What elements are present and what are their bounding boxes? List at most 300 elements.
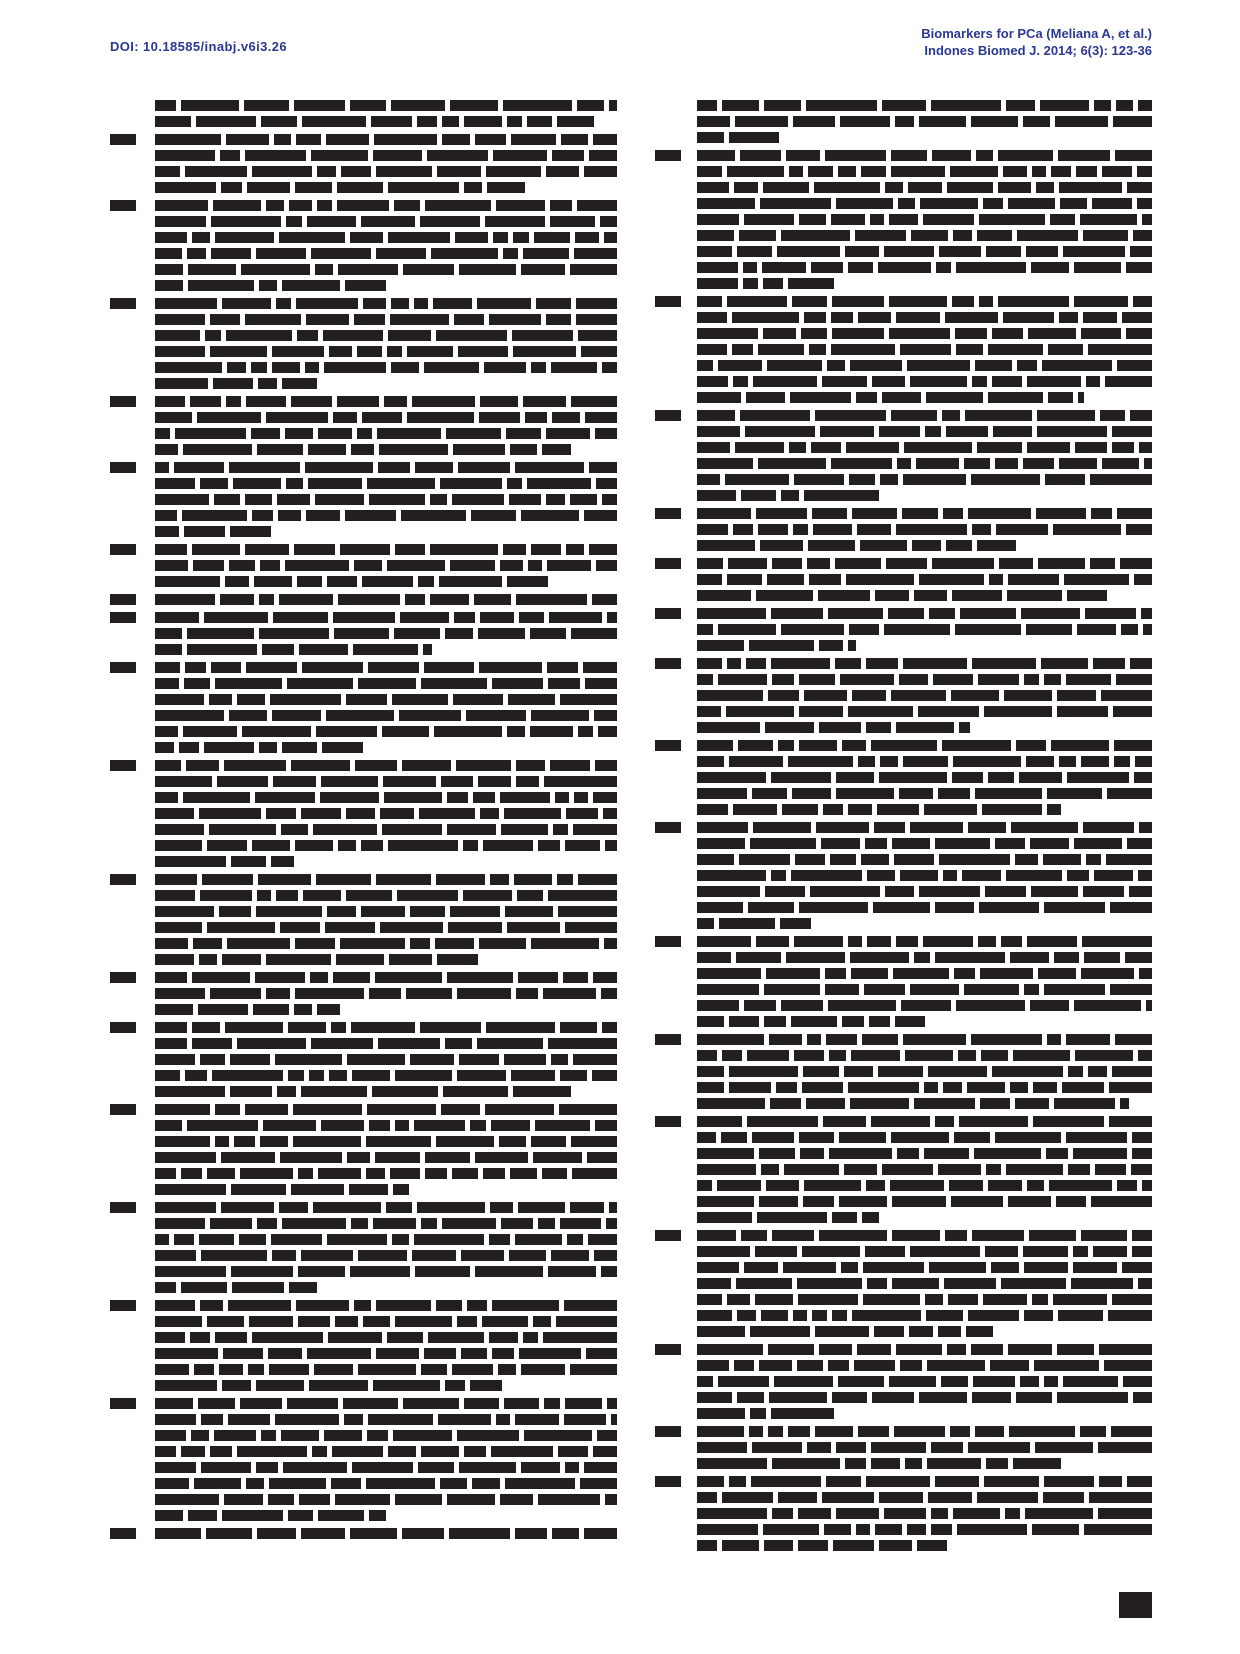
redacted-word — [992, 1066, 1063, 1077]
reference-number-block — [655, 1476, 681, 1487]
redacted-word — [1134, 574, 1152, 585]
redacted-word — [1088, 344, 1152, 355]
redacted-word — [602, 362, 617, 373]
reference-number-block — [110, 1528, 136, 1539]
redacted-text-line — [155, 1250, 617, 1261]
redacted-word — [697, 100, 717, 111]
reference-item — [655, 100, 1152, 148]
redacted-word — [485, 216, 545, 227]
redacted-text-line — [155, 462, 617, 473]
redacted-word — [1043, 854, 1081, 865]
redacted-word — [824, 1524, 851, 1535]
redacted-word — [327, 576, 357, 587]
redacted-word — [1068, 1066, 1083, 1077]
redacted-word — [155, 1202, 216, 1213]
redacted-word — [315, 264, 333, 275]
reference-number-block — [655, 1426, 681, 1437]
reference-number-block — [655, 508, 681, 519]
reference-text — [155, 1202, 617, 1298]
redacted-word — [464, 1446, 486, 1457]
redacted-word — [875, 590, 909, 601]
redacted-word — [456, 760, 511, 771]
redacted-word — [718, 360, 762, 371]
redacted-word — [595, 1120, 617, 1131]
redacted-word — [237, 1446, 307, 1457]
redacted-word — [598, 726, 617, 737]
redacted-word — [340, 938, 405, 949]
redacted-word — [446, 428, 501, 439]
redacted-word — [326, 134, 369, 145]
redacted-word — [566, 808, 598, 819]
redacted-word — [452, 1364, 493, 1375]
redacted-text-line — [155, 248, 617, 259]
redacted-word — [855, 230, 906, 241]
redacted-word — [1127, 1476, 1152, 1487]
redacted-word — [846, 574, 914, 585]
redacted-word — [155, 378, 208, 389]
redacted-word — [607, 612, 617, 623]
redacted-word — [892, 1278, 939, 1289]
redacted-word — [337, 182, 383, 193]
redacted-word — [981, 1050, 1008, 1061]
redacted-text-line — [697, 1278, 1152, 1289]
redacted-word — [211, 662, 241, 673]
redacted-word — [395, 544, 425, 555]
redacted-word — [514, 874, 552, 885]
redacted-word — [600, 216, 617, 227]
redacted-word — [312, 1446, 327, 1457]
redacted-word — [839, 1196, 887, 1207]
redacted-text-line — [155, 1282, 317, 1293]
redacted-word — [946, 426, 988, 437]
redacted-word — [155, 1218, 205, 1229]
redacted-word — [804, 312, 826, 323]
redacted-word — [1015, 854, 1038, 865]
redacted-word — [280, 922, 320, 933]
redacted-word — [755, 1294, 793, 1305]
redacted-word — [947, 182, 993, 193]
redacted-word — [857, 1344, 891, 1355]
redacted-text-line — [155, 988, 617, 999]
redacted-word — [1024, 674, 1039, 685]
reference-item — [655, 296, 1152, 408]
redacted-word — [891, 150, 927, 161]
redacted-word — [504, 1054, 546, 1065]
redacted-word — [512, 330, 573, 341]
redacted-word — [373, 1380, 440, 1391]
redacted-word — [546, 314, 571, 325]
redacted-word — [199, 954, 217, 965]
redacted-word — [1041, 658, 1088, 669]
redacted-word — [555, 792, 569, 803]
redacted-word — [437, 166, 481, 177]
redacted-word — [1120, 558, 1152, 569]
redacted-word — [871, 740, 937, 751]
reference-number — [110, 594, 155, 610]
redacted-word — [1142, 214, 1152, 225]
redacted-word — [865, 1246, 905, 1257]
redacted-word — [768, 1344, 814, 1355]
redacted-word — [830, 854, 856, 865]
redacted-word — [804, 690, 847, 701]
redacted-word — [210, 988, 261, 999]
redacted-word — [269, 1364, 309, 1375]
reference-text — [697, 558, 1152, 606]
redacted-word — [697, 1310, 732, 1321]
redacted-word — [388, 330, 431, 341]
redacted-word — [294, 544, 335, 555]
redacted-word — [593, 792, 617, 803]
redacted-word — [296, 134, 321, 145]
redacted-word — [187, 248, 206, 259]
redacted-word — [1098, 1442, 1152, 1453]
redacted-word — [531, 544, 561, 555]
redacted-word — [295, 988, 364, 999]
redacted-word — [155, 280, 183, 291]
redacted-word — [1017, 230, 1078, 241]
redacted-word — [204, 742, 254, 753]
redacted-word — [1108, 1310, 1152, 1321]
redacted-word — [819, 722, 861, 733]
redacted-word — [275, 1054, 342, 1065]
redacted-word — [417, 116, 437, 127]
redacted-word — [373, 150, 422, 161]
reference-item — [110, 298, 617, 394]
redacted-word — [463, 840, 478, 851]
redacted-word — [1139, 822, 1152, 833]
redacted-word — [276, 890, 298, 901]
redacted-text-line — [155, 874, 617, 885]
redacted-word — [891, 166, 945, 177]
redacted-text-line — [697, 1426, 1152, 1437]
redacted-word — [936, 262, 951, 273]
redacted-word — [892, 1230, 940, 1241]
redacted-word — [1117, 1180, 1137, 1191]
redacted-word — [732, 312, 799, 323]
reference-number — [110, 662, 155, 758]
redacted-word — [697, 230, 734, 241]
redacted-word — [361, 216, 415, 227]
redacted-word — [1066, 1034, 1110, 1045]
redacted-word — [1141, 608, 1152, 619]
redacted-word — [733, 524, 753, 535]
redacted-word — [505, 1478, 575, 1489]
redacted-text-line — [697, 870, 1152, 881]
redacted-word — [215, 1332, 247, 1343]
redacted-word — [978, 936, 996, 947]
redacted-word — [155, 890, 195, 901]
redacted-text-line — [155, 346, 617, 357]
redacted-word — [567, 1234, 583, 1245]
redacted-word — [848, 706, 913, 717]
redacted-word — [905, 1458, 922, 1469]
redacted-word — [338, 594, 400, 605]
redacted-word — [331, 1478, 361, 1489]
redacted-word — [611, 1414, 617, 1425]
reference-number-block — [110, 874, 136, 885]
redacted-word — [210, 346, 267, 357]
redacted-word — [516, 760, 545, 771]
redacted-word — [958, 1050, 976, 1061]
redacted-word — [953, 1508, 1000, 1519]
redacted-word — [858, 756, 875, 767]
reference-number — [655, 150, 697, 294]
redacted-word — [743, 278, 758, 289]
reference-number — [110, 612, 155, 660]
redacted-word — [441, 776, 473, 787]
redacted-word — [277, 494, 310, 505]
redacted-word — [1067, 772, 1129, 783]
redacted-word — [509, 494, 541, 505]
redacted-text-line — [155, 1430, 617, 1441]
reference-number-block — [110, 544, 136, 555]
redacted-word — [911, 230, 948, 241]
redacted-word — [950, 1426, 970, 1437]
reference-number — [110, 200, 155, 296]
redacted-text-line — [697, 1066, 1152, 1077]
redacted-word — [842, 740, 866, 751]
redacted-word — [1075, 442, 1107, 453]
redacted-word — [311, 248, 371, 259]
redacted-word — [268, 1348, 302, 1359]
redacted-word — [795, 854, 825, 865]
redacted-word — [908, 182, 942, 193]
redacted-word — [1044, 984, 1105, 995]
redacted-word — [155, 972, 187, 983]
redacted-word — [786, 952, 845, 963]
redacted-word — [376, 874, 431, 885]
redacted-word — [455, 232, 488, 243]
redacted-word — [200, 890, 252, 901]
redacted-word — [247, 182, 290, 193]
redacted-word — [430, 544, 498, 555]
redacted-word — [366, 1136, 431, 1147]
redacted-word — [727, 658, 741, 669]
redacted-word — [430, 594, 469, 605]
redacted-word — [407, 346, 453, 357]
redacted-word — [607, 1398, 617, 1409]
redacted-word — [978, 674, 1019, 685]
redacted-word — [794, 474, 844, 485]
redacted-word — [378, 462, 410, 473]
redacted-text-line — [155, 116, 594, 127]
redacted-word — [1058, 1310, 1103, 1321]
redacted-word — [697, 838, 745, 849]
redacted-word — [225, 1022, 283, 1033]
redacted-word — [155, 954, 194, 965]
redacted-text-line — [155, 1054, 617, 1065]
redacted-word — [897, 458, 911, 469]
redacted-word — [357, 428, 372, 439]
redacted-word — [879, 772, 947, 783]
redacted-word — [771, 658, 830, 669]
redacted-word — [530, 726, 573, 737]
redacted-word — [1003, 312, 1054, 323]
reference-text — [155, 1022, 617, 1102]
redacted-word — [1040, 100, 1089, 111]
redacted-text-line — [155, 1168, 617, 1179]
redacted-word — [382, 726, 429, 737]
redacted-word — [155, 444, 178, 455]
redacted-word — [274, 134, 291, 145]
redacted-word — [557, 874, 573, 885]
redacted-word — [459, 264, 516, 275]
redacted-word — [424, 1348, 456, 1359]
redacted-text-line — [697, 182, 1152, 193]
redacted-word — [761, 1310, 788, 1321]
redacted-word — [281, 1430, 319, 1441]
redacted-word — [885, 886, 914, 897]
reference-number-block — [655, 936, 681, 947]
redacted-word — [193, 560, 224, 571]
redacted-word — [938, 1326, 961, 1337]
redacted-word — [155, 1136, 210, 1147]
redacted-word — [774, 1376, 833, 1387]
redacted-word — [815, 410, 886, 421]
redacted-word — [697, 296, 722, 307]
redacted-word — [928, 1066, 987, 1077]
redacted-word — [822, 1492, 874, 1503]
redacted-word — [932, 558, 994, 569]
redacted-word — [317, 1004, 340, 1015]
redacted-word — [1143, 624, 1152, 635]
redacted-word — [697, 1392, 732, 1403]
redacted-word — [988, 772, 1014, 783]
redacted-word — [697, 166, 722, 177]
redacted-word — [548, 1266, 596, 1277]
redacted-word — [697, 182, 729, 193]
redacted-word — [155, 150, 215, 161]
redacted-word — [155, 612, 199, 623]
redacted-word — [259, 594, 274, 605]
redacted-word — [493, 150, 547, 161]
reference-text — [697, 508, 1152, 556]
redacted-word — [939, 246, 981, 257]
redacted-word — [1006, 870, 1062, 881]
redacted-word — [316, 874, 371, 885]
redacted-word — [192, 972, 250, 983]
redacted-word — [863, 1262, 924, 1273]
redacted-word — [1054, 952, 1079, 963]
redacted-word — [995, 1132, 1061, 1143]
redacted-word — [551, 1250, 589, 1261]
references-column-left — [110, 100, 617, 1546]
redacted-word — [697, 822, 748, 833]
redacted-word — [155, 792, 178, 803]
redacted-word — [697, 442, 730, 453]
redacted-word — [697, 1196, 754, 1207]
redacted-word — [257, 444, 303, 455]
redacted-text-line — [697, 426, 1152, 437]
redacted-word — [288, 1510, 313, 1521]
redacted-word — [261, 116, 297, 127]
redacted-word — [1099, 1476, 1122, 1487]
redacted-word — [201, 1414, 223, 1425]
reference-item — [110, 760, 617, 872]
redacted-word — [781, 1000, 823, 1011]
redacted-word — [880, 474, 898, 485]
redacted-word — [315, 494, 364, 505]
redacted-word — [926, 1310, 963, 1321]
redacted-word — [697, 312, 727, 323]
redacted-word — [1055, 116, 1108, 127]
redacted-word — [1114, 740, 1152, 751]
redacted-word — [266, 988, 290, 999]
redacted-word — [764, 100, 801, 111]
redacted-word — [301, 808, 341, 819]
redacted-word — [320, 792, 379, 803]
redacted-text-line — [697, 624, 1152, 635]
redacted-word — [276, 298, 291, 309]
redacted-word — [697, 1212, 752, 1223]
redacted-text-line — [697, 132, 779, 143]
redacted-word — [516, 594, 587, 605]
reference-number — [655, 1344, 697, 1424]
redacted-text-line — [155, 1364, 617, 1375]
redacted-text-line — [155, 134, 617, 145]
redacted-word — [366, 1168, 385, 1179]
redacted-word — [431, 248, 498, 259]
redacted-word — [191, 1430, 209, 1441]
redacted-text-line — [697, 1034, 1152, 1045]
redacted-word — [697, 1180, 712, 1191]
redacted-word — [767, 360, 822, 371]
redacted-word — [215, 678, 282, 689]
redacted-word — [1138, 1278, 1152, 1289]
redacted-word — [1035, 1442, 1093, 1453]
redacted-word — [1058, 150, 1110, 161]
redacted-text-line — [155, 298, 617, 309]
redacted-word — [772, 674, 794, 685]
redacted-word — [548, 890, 617, 901]
redacted-word — [245, 150, 306, 161]
redacted-word — [286, 478, 303, 489]
redacted-word — [510, 444, 537, 455]
redacted-word — [226, 330, 292, 341]
redacted-word — [968, 1310, 1019, 1321]
redacted-word — [1043, 1492, 1084, 1503]
redacted-word — [504, 808, 561, 819]
redacted-word — [1067, 870, 1089, 881]
redacted-word — [183, 444, 252, 455]
redacted-word — [813, 524, 852, 535]
redacted-word — [313, 824, 377, 835]
redacted-word — [500, 792, 550, 803]
redacted-word — [257, 1218, 277, 1229]
redacted-word — [326, 710, 394, 721]
redacted-text-line — [697, 984, 1152, 995]
redacted-word — [324, 362, 386, 373]
reference-number — [110, 760, 155, 872]
redacted-text-line — [155, 280, 386, 291]
redacted-word — [1031, 886, 1078, 897]
reference-item — [655, 1230, 1152, 1342]
redacted-word — [1142, 1180, 1152, 1191]
redacted-word — [155, 1250, 196, 1261]
redacted-text-line — [697, 490, 879, 501]
redacted-word — [511, 1070, 555, 1081]
redacted-word — [155, 874, 197, 885]
redacted-word — [759, 1360, 792, 1371]
redacted-word — [181, 1282, 227, 1293]
redacted-word — [939, 854, 1010, 865]
redacted-word — [581, 346, 617, 357]
redacted-text-line — [697, 706, 1152, 717]
redacted-word — [697, 984, 759, 995]
redacted-word — [301, 1250, 353, 1261]
redacted-word — [1008, 574, 1059, 585]
redacted-word — [487, 182, 525, 193]
